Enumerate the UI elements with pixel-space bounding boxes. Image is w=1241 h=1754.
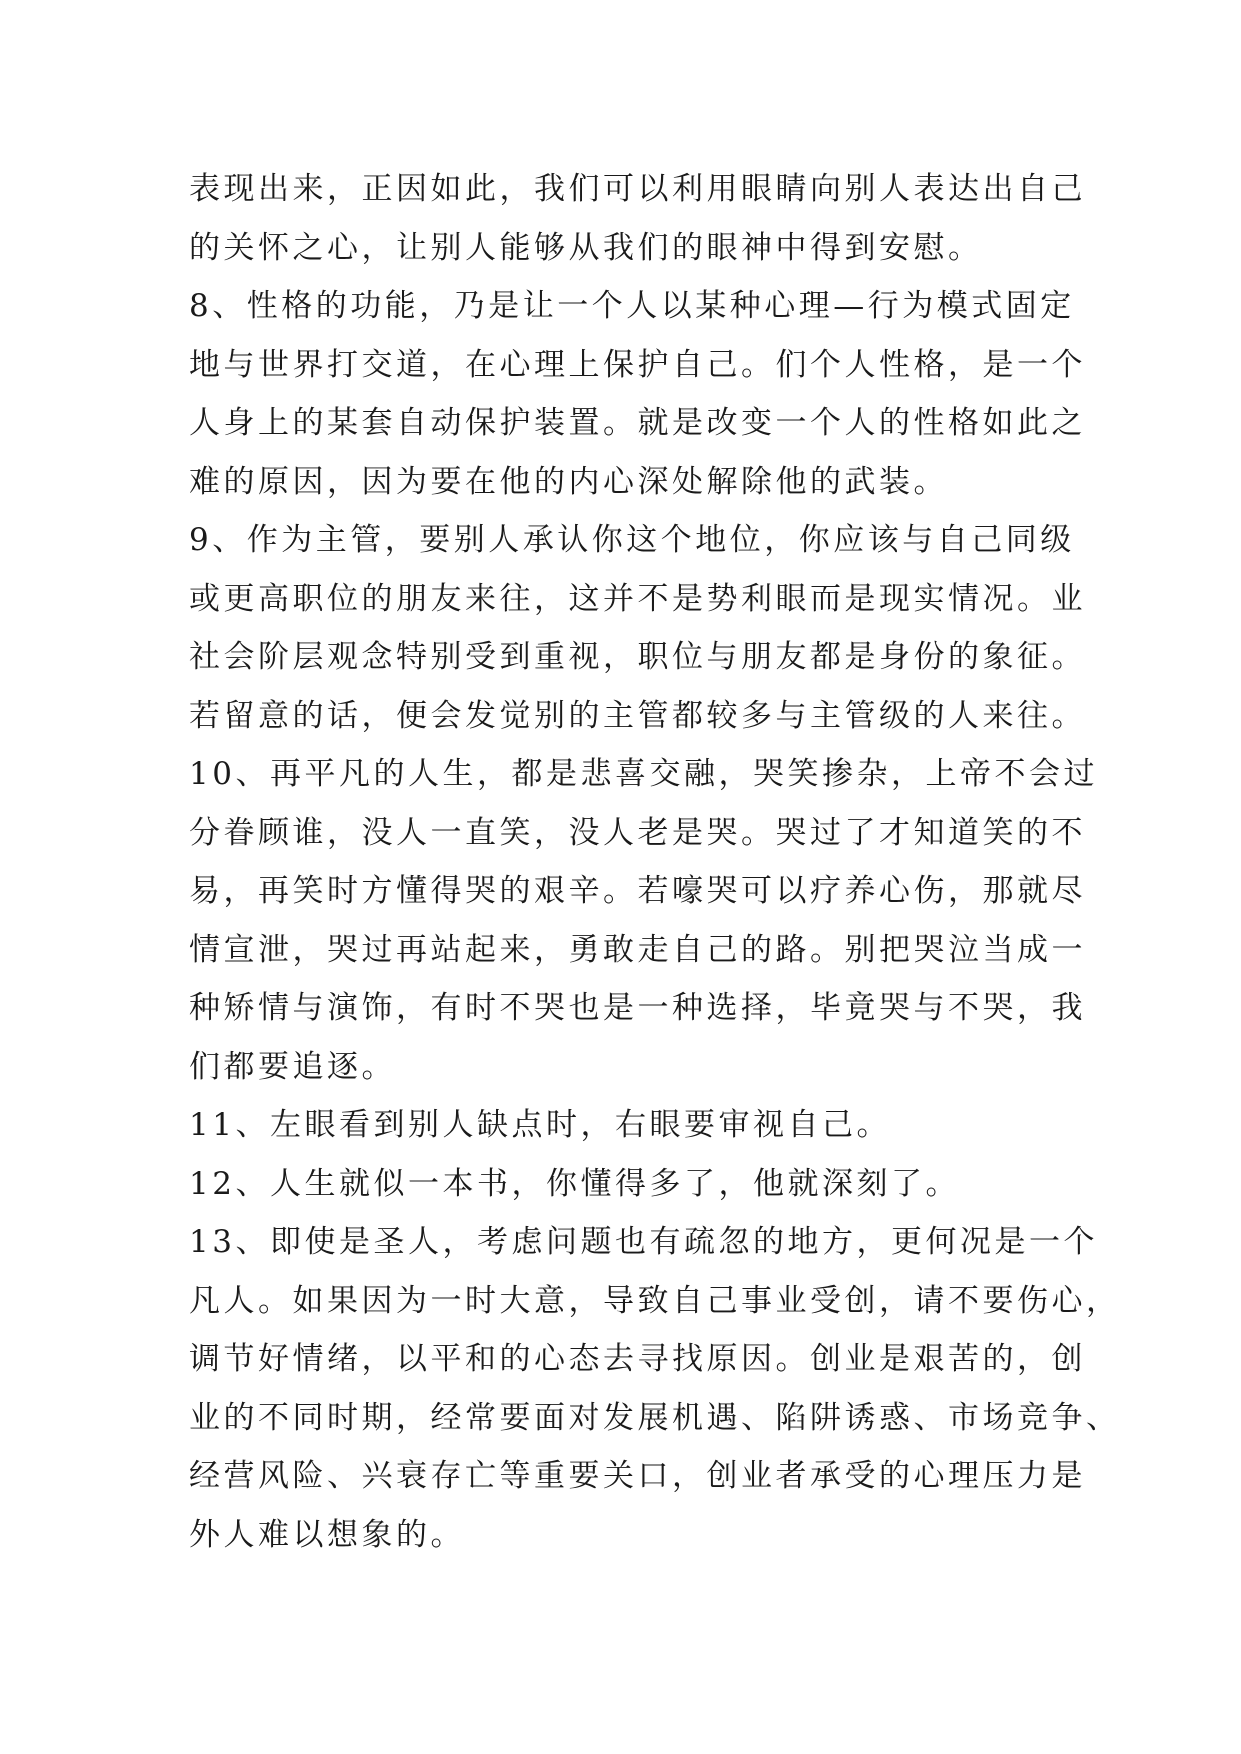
text-line: 表现出来，正因如此，我们可以利用眼睛向别人表达出自己 bbox=[189, 171, 1086, 207]
text-line: 13、即使是圣人，考虑问题也有疏忽的地方，更何况是一个 bbox=[189, 1224, 1098, 1260]
text-line: 9、作为主管，要别人承认你这个地位，你应该与自己同级 bbox=[189, 522, 1075, 558]
text-line: 若留意的话，便会发觉别的主管都较多与主管级的人来往。 bbox=[189, 697, 1086, 734]
text-line: 或更高职位的朋友来往，这并不是势利眼而是现实情况。业 bbox=[189, 580, 1086, 617]
text-line: 经营风险、兴衰存亡等重要关口，创业者承受的心理压力是 bbox=[189, 1458, 1086, 1494]
text-line: 情宣泄，哭过再站起来，勇敢走自己的路。别把哭泣当成一 bbox=[189, 931, 1086, 968]
text-line: 8、性格的功能，乃是让一个人以某种心理—行为模式固定 bbox=[189, 288, 1075, 324]
text-line: 难的原因，因为要在他的内心深处解除他的武装。 bbox=[189, 463, 948, 500]
text-line: 种矫情与演饰，有时不哭也是一种选择，毕竟哭与不哭，我 bbox=[189, 990, 1086, 1026]
text-line: 们都要追逐。 bbox=[189, 1048, 396, 1085]
text-line: 的关怀之心，让别人能够从我们的眼神中得到安慰。 bbox=[189, 229, 983, 266]
text-line: 地与世界打交道，在心理上保护自己。们个人性格，是一个 bbox=[189, 346, 1086, 383]
text-line: 12、人生就似一本书，你懂得多了，他就深刻了。 bbox=[189, 1165, 960, 1202]
text-line: 易，再笑时方懂得哭的艰辛。若嚎哭可以疗养心伤，那就尽 bbox=[189, 873, 1086, 909]
text-line: 11、左眼看到别人缺点时，右眼要审视自己。 bbox=[189, 1107, 891, 1143]
text-line: 业的不同时期，经常要面对发展机遇、陷阱诱惑、市场竞争、 bbox=[189, 1399, 1121, 1436]
text-line: 调节好情绪，以平和的心态去寻找原因。创业是艰苦的，创 bbox=[189, 1341, 1086, 1377]
text-line: 10、再平凡的人生，都是悲喜交融，哭笑掺杂，上帝不会过 bbox=[189, 756, 1098, 792]
text-line: 分眷顾谁，没人一直笑，没人老是哭。哭过了才知道笑的不 bbox=[189, 814, 1086, 851]
text-line: 外人难以想象的。 bbox=[189, 1516, 465, 1553]
document-body bbox=[189, 160, 1121, 1564]
text-line: 人身上的某套自动保护装置。就是改变一个人的性格如此之 bbox=[189, 405, 1086, 441]
text-line: 凡人。如果因为一时大意，导致自己事业受创，请不要伤心， bbox=[189, 1282, 1121, 1319]
text-line: 社会阶层观念特别受到重视，职位与朋友都是身份的象征。 bbox=[189, 639, 1086, 675]
